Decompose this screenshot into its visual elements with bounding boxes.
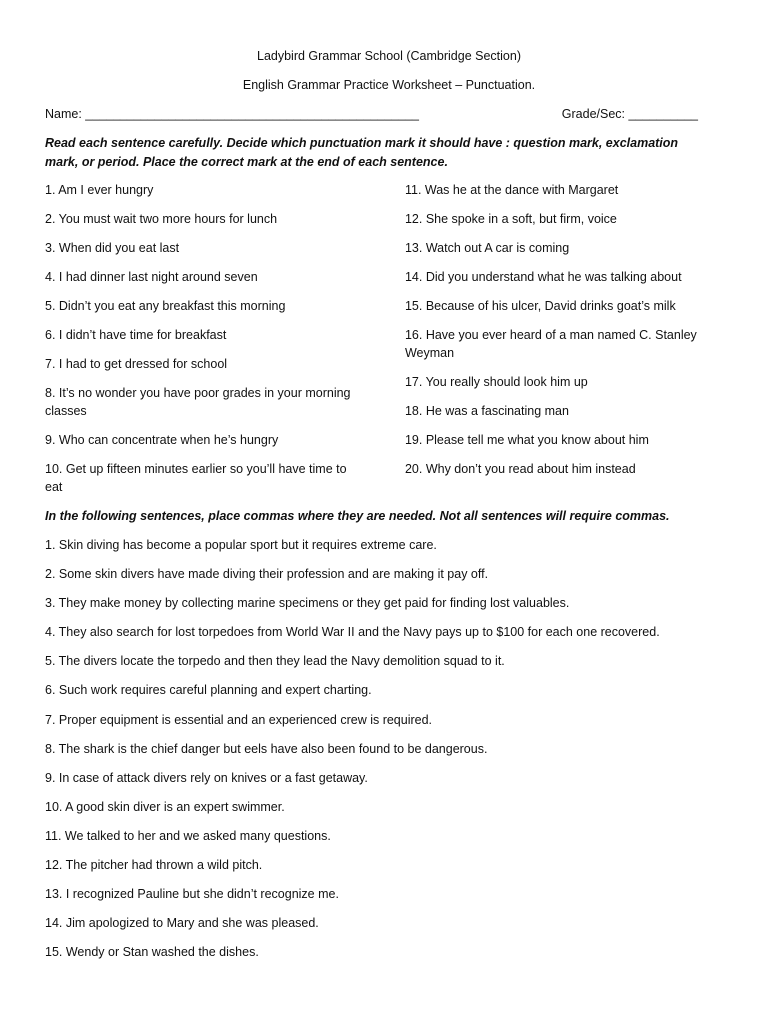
comma-sentence: 4. They also search for lost torpedoes from World War II and the Navy pays up to $100 for each one recovered.	[45, 625, 660, 640]
school-title: Ladybird Grammar School (Cambridge Section)	[257, 49, 521, 63]
comma-sentence: 12. The pitcher had thrown a wild pitch.	[45, 858, 263, 873]
question-item: 3. When did you eat last	[45, 241, 180, 255]
comma-sentences-list	[45, 536, 713, 961]
comma-sentence: 14. Jim apologized to Mary and she was pleased.	[45, 916, 319, 931]
question-item: 19. Please tell me what you know about him	[404, 433, 649, 447]
comma-sentence: 5. The divers locate the torpedo and then they lead the Navy demolition squad to it.	[45, 654, 505, 669]
question-item: 1. Am I ever hungry	[45, 183, 154, 197]
comma-sentence: 2. Some skin divers have made diving their profession and are making it pay off.	[45, 567, 489, 582]
question-item: 13. Watch out A car is coming	[404, 241, 570, 255]
question-item: 7. I had to get dressed for school	[45, 357, 228, 371]
comma-sentence: 8. The shark is the chief danger but eels have also been found to be dangerous.	[45, 741, 488, 756]
punctuation-instruction: Read each sentence carefully. Decide which punctuation mark it should have : question mark, exclamation mark, or period. Place the correct mark at the end of each sentence.	[45, 136, 679, 169]
comma-sentence: 11. We talked to her and we asked many questions.	[45, 828, 331, 843]
comma-instruction: In the following sentences, place commas where they are needed. Not all sentences will require commas.	[45, 509, 670, 523]
question-item: 12. She spoke in a soft, but firm, voice	[404, 212, 617, 226]
comma-sentence: 7. Proper equipment is essential and an experienced crew is required.	[45, 712, 433, 727]
question-item: 15. Because of his ulcer, David drinks goat’s milk	[404, 299, 676, 313]
question-item: 18. He was a fascinating man	[404, 404, 569, 418]
comma-sentence: 15. Wendy or Stan washed the dishes.	[45, 945, 259, 960]
question-item: 16. Have you ever heard of a man named C. Stanley Weyman	[404, 328, 697, 360]
question-item: 9. Who can concentrate when he’s hungry	[45, 433, 279, 447]
comma-sentence: 10. A good skin diver is an expert swimmer.	[45, 799, 285, 814]
name-field-label: Name: ________________________________________________	[45, 107, 419, 121]
question-item: 17. You really should look him up	[404, 375, 588, 389]
question-item: 20. Why don’t you read about him instead	[404, 462, 636, 476]
question-item: 4. I had dinner last night around seven	[45, 270, 258, 284]
grade-field-label: Grade/Sec: __________	[561, 107, 698, 121]
question-item: 6. I didn’t have time for breakfast	[45, 328, 227, 342]
comma-sentence: 1. Skin diving has become a popular sport but it requires extreme care.	[45, 538, 437, 552]
question-item: 10. Get up fifteen minutes earlier so you’ll have time to eat	[45, 462, 347, 494]
comma-sentence: 6. Such work requires careful planning and expert charting.	[45, 683, 372, 698]
question-item: 14. Did you understand what he was talking about	[404, 270, 682, 284]
question-item: 8. It’s no wonder you have poor grades in your morning classes	[45, 386, 351, 418]
comma-sentence: 9. In case of attack divers rely on knives or a fast getaway.	[45, 770, 368, 785]
question-item: 5. Didn’t you eat any breakfast this morning	[45, 299, 286, 313]
questions-right-column	[405, 181, 713, 507]
name-grade-row	[45, 105, 713, 123]
worksheet-title: English Grammar Practice Worksheet – Punctuation.	[242, 78, 536, 92]
questions-left-column	[45, 181, 363, 507]
question-item: 2. You must wait two more hours for lunch	[45, 212, 278, 226]
comma-sentence: 13. I recognized Pauline but she didn’t recognize me.	[45, 887, 339, 902]
punctuation-questions	[45, 181, 713, 507]
comma-sentence: 3. They make money by collecting marine specimens or they get paid for finding lost valuables.	[45, 596, 570, 611]
question-item: 11. Was he at the dance with Margaret	[404, 183, 619, 197]
